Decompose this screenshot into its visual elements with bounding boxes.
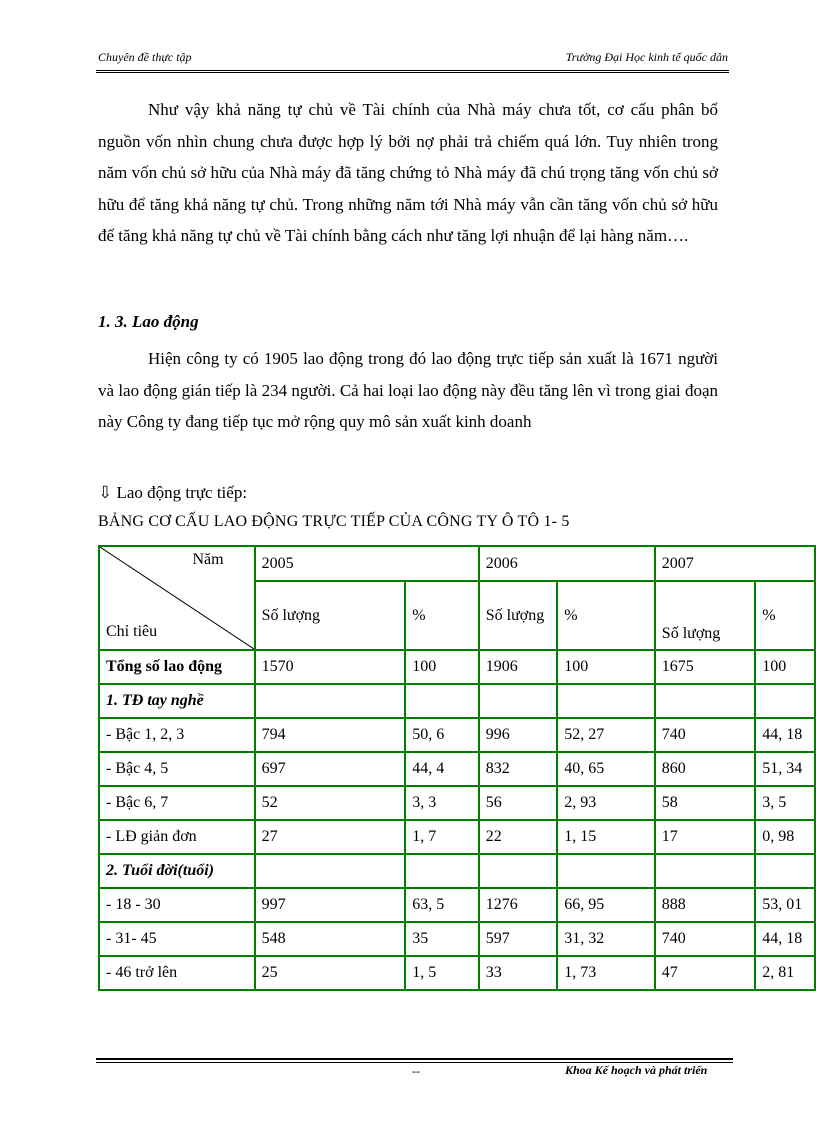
table-cell <box>405 854 478 888</box>
table-cell: 697 <box>255 752 406 786</box>
table-cell: 860 <box>655 752 755 786</box>
year-header-2005: 2005 <box>255 546 479 581</box>
bullet-line <box>98 483 247 503</box>
header-right: Trường Đại Học kinh tế quốc dân <box>565 50 728 64</box>
table-cell: 17 <box>655 820 755 854</box>
subheader-2006-pct: % <box>557 581 655 650</box>
table-cell: 50, 6 <box>405 718 478 752</box>
table-cell: 832 <box>479 752 558 786</box>
corner-criteria-label: Chỉ tiêu <box>106 623 158 640</box>
table-cell <box>479 854 558 888</box>
table-cell <box>755 684 815 718</box>
header-left: Chuyên đề thực tập <box>98 50 192 64</box>
table-cell <box>557 684 655 718</box>
corner-year-label: Năm <box>192 551 224 568</box>
table-cell: 100 <box>557 650 655 684</box>
table-row <box>99 786 815 820</box>
table-cell: 44, 4 <box>405 752 478 786</box>
paragraph-financial: Như vậy khả năng tự chủ về Tài chính của Nhà máy chưa tốt, cơ cấu phân bổ nguồn vốn nhìn chung chưa được hợp lý bởi nợ phải trả chiếm quá lớn. Tuy nhiên trong năm vốn chủ sở hữu của Nhà máy đã tăng chứng tỏ Nhà máy đã chú trọng tăng vốn chủ sở hữu để tăng khả năng tự chủ. Trong những năm tới Nhà máy vẫn cần tăng vốn chủ sở hữu để tăng khả năng tự chủ về Tài chính bằng cách như tăng lợi nhuận để lại hàng năm…. <box>98 100 718 245</box>
table-cell <box>655 684 755 718</box>
bullet-text: Lao động trực tiếp: <box>116 483 248 502</box>
row-label: - Bậc 1, 2, 3 <box>99 718 255 752</box>
row-label: Tổng số lao động <box>99 650 255 684</box>
row-label: 2. Tuổi đời(tuổi) <box>99 854 255 888</box>
table-cell <box>405 684 478 718</box>
table-cell <box>557 854 655 888</box>
table-cell: 1906 <box>479 650 558 684</box>
table-cell: 1, 5 <box>405 956 478 990</box>
labor-structure-table <box>98 545 816 991</box>
table-row <box>99 820 815 854</box>
table-cell: 1, 15 <box>557 820 655 854</box>
table-cell: 44, 18 <box>755 718 815 752</box>
table-row <box>99 684 815 718</box>
table-cell: 1570 <box>255 650 406 684</box>
table-row <box>99 888 815 922</box>
subheader-2007-pct: % <box>755 581 815 650</box>
table-cell: 100 <box>755 650 815 684</box>
footer-divider <box>96 1058 733 1060</box>
footer-page-number: -- <box>412 1064 420 1078</box>
table-cell: 597 <box>479 922 558 956</box>
table-cell: 56 <box>479 786 558 820</box>
table-cell: 52, 27 <box>557 718 655 752</box>
subheader-2007-qty: Số lượng <box>655 581 755 650</box>
table-cell: 33 <box>479 956 558 990</box>
table-cell: 888 <box>655 888 755 922</box>
table-cell: 51, 34 <box>755 752 815 786</box>
paragraph-labor: Hiện công ty có 1905 lao động trong đó lao động trực tiếp sản xuất là 1671 người và lao động gián tiếp là 234 người. Cả hai loại lao động này đều tăng lên vì trong giai đoạn này Công ty đang tiếp tục mở rộng quy mô sản xuất kinh doanh <box>98 349 718 431</box>
subheader-2006-qty: Số lượng <box>479 581 558 650</box>
table-cell: 1, 73 <box>557 956 655 990</box>
table-row <box>99 752 815 786</box>
table-cell: 3, 5 <box>755 786 815 820</box>
year-header-2006: 2006 <box>479 546 655 581</box>
table-row <box>99 718 815 752</box>
row-label: 1. TĐ tay nghề <box>99 684 255 718</box>
row-label: - Bậc 4, 5 <box>99 752 255 786</box>
table-cell: 52 <box>255 786 406 820</box>
row-label: - 31- 45 <box>99 922 255 956</box>
table-row <box>99 956 815 990</box>
table-cell: 740 <box>655 718 755 752</box>
table-cell: 548 <box>255 922 406 956</box>
table-cell <box>755 854 815 888</box>
table-cell: 3, 3 <box>405 786 478 820</box>
table-row <box>99 854 815 888</box>
table-row <box>99 650 815 684</box>
table-cell <box>255 684 406 718</box>
table-cell: 1, 7 <box>405 820 478 854</box>
section-heading: 1. 3. Lao động <box>98 312 199 331</box>
table-cell: 100 <box>405 650 478 684</box>
table-cell: 25 <box>255 956 406 990</box>
table-cell: 794 <box>255 718 406 752</box>
arrow-down-icon: ⇩ <box>98 483 113 502</box>
subheader-2005-qty: Số lượng <box>255 581 406 650</box>
row-label: - Bậc 6, 7 <box>99 786 255 820</box>
table-cell: 40, 65 <box>557 752 655 786</box>
table-cell <box>255 854 406 888</box>
table-cell: 22 <box>479 820 558 854</box>
table-cell: 63, 5 <box>405 888 478 922</box>
row-label: - 18 - 30 <box>99 888 255 922</box>
table-body <box>99 650 815 990</box>
subheader-2005-pct: % <box>405 581 478 650</box>
table-cell: 35 <box>405 922 478 956</box>
footer-right: Khoa Kế hoạch và phát triển <box>565 1063 708 1077</box>
table-cell: 53, 01 <box>755 888 815 922</box>
table-cell <box>655 854 755 888</box>
table-cell: 47 <box>655 956 755 990</box>
table-corner-cell <box>99 546 255 650</box>
table-cell: 44, 18 <box>755 922 815 956</box>
table-cell: 31, 32 <box>557 922 655 956</box>
table-title: BẢNG CƠ CẤU LAO ĐỘNG TRỰC TIẾP CỦA CÔNG TY Ô TÔ 1- 5 <box>98 513 570 530</box>
table-header-row-years <box>99 546 815 581</box>
table-cell: 66, 95 <box>557 888 655 922</box>
table-cell: 740 <box>655 922 755 956</box>
year-header-2007: 2007 <box>655 546 815 581</box>
table-row <box>99 922 815 956</box>
table-cell: 2, 93 <box>557 786 655 820</box>
table-cell: 2, 81 <box>755 956 815 990</box>
row-label: - 46 trở lên <box>99 956 255 990</box>
table-cell: 997 <box>255 888 406 922</box>
row-label: - LĐ giản đơn <box>99 820 255 854</box>
table-cell: 996 <box>479 718 558 752</box>
table-cell: 1675 <box>655 650 755 684</box>
header-divider <box>96 70 729 73</box>
table-cell <box>479 684 558 718</box>
table-cell: 27 <box>255 820 406 854</box>
table-cell: 1276 <box>479 888 558 922</box>
table-cell: 0, 98 <box>755 820 815 854</box>
table-cell: 58 <box>655 786 755 820</box>
